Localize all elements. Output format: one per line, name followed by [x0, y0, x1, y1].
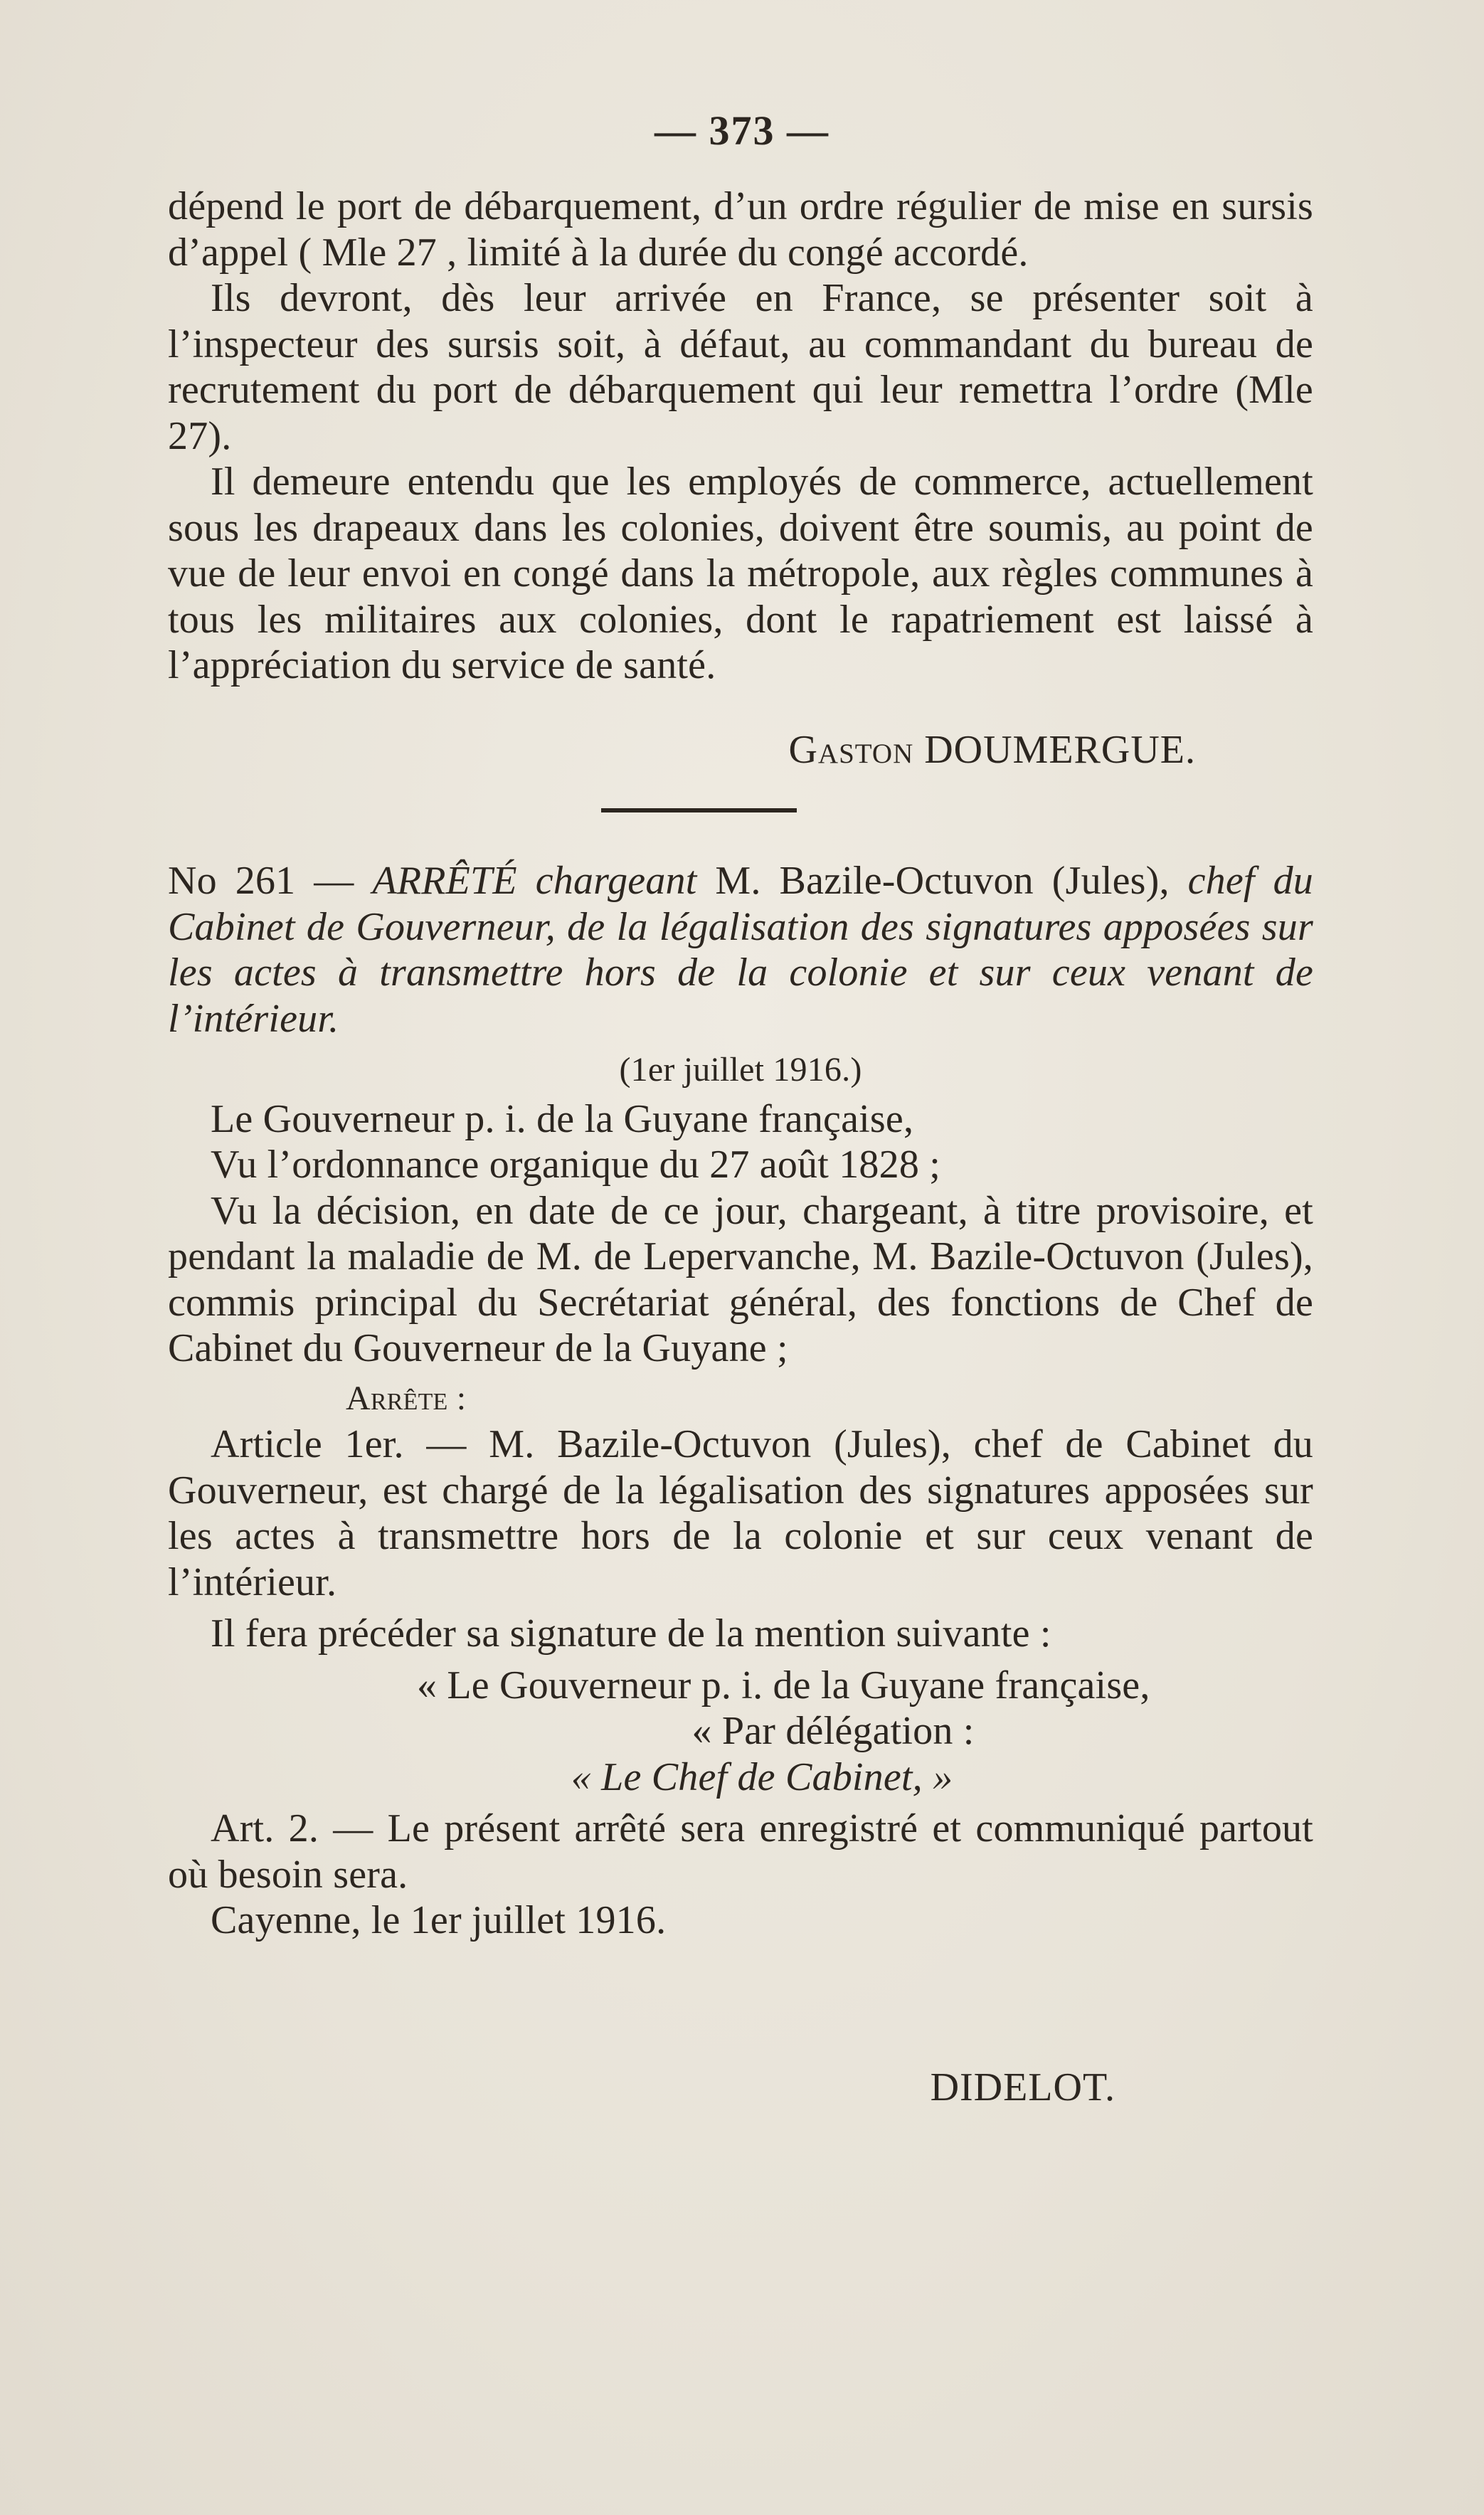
mention-line-1: « Le Gouverneur p. i. de la Guyane française, [417, 1663, 1150, 1707]
arrete-title-rest: chef du Cabinet de Gouverneur, de la légalisation des signatures apposées sur les actes à transmettre hors de la colonie et sur ceux venant de l’intérieur. [168, 859, 1313, 1041]
arrete-date: (1er juillet 1916.) [619, 1051, 862, 1089]
signature-doumergue: Gaston DOUMERGUE. [788, 728, 1196, 772]
gouverneur-line: Le Gouverneur p. i. de la Guyane française, [211, 1096, 914, 1141]
paragraph-continuation: dépend le port de débarquement, d’un ordre régulier de mise en sursis d’appel ( Mle 27 , limité à la durée du congé accordé. [168, 184, 1313, 275]
paragraph-il-demeure: Il demeure entendu que les employés de commerce, actuellement sous les drapeaux dans les colonies, doivent être soumis, au point de vue de leur envoi en congé dans la métropole, aux règles communes à tous les militaires aux colonies, dont le rapatriement est laissé à l’appréciation du service de santé. [168, 460, 1313, 687]
vu-ordonnance: Vu l’ordonnance organique du 27 août 1828 ; [211, 1143, 940, 1187]
vu-decision: Vu la décision, en date de ce jour, chargeant, à titre provisoire, et pendant la maladie de M. de Lepervanche, M. Bazile-Octuvon (Jules), commis principal du Secrétariat général, des fonctions de Chef de Cabinet du Gouverneur de la Guyane ; [168, 1188, 1313, 1370]
section-divider [601, 808, 797, 812]
page-number: — 373 — [654, 107, 830, 154]
arrete-number: No 261 — [168, 859, 354, 903]
arrete-heading [168, 858, 1313, 1042]
arrete-section [168, 858, 1313, 1944]
place-date: Cayenne, le 1er juillet 1916. [211, 1898, 667, 1942]
mention-intro: Il fera précéder sa signature de la mention suivante : [211, 1611, 1051, 1656]
signature-didelot: DIDELOT. [930, 2065, 1115, 2109]
mention-line-3: « Le Chef de Cabinet, » [571, 1754, 953, 1799]
arrete-title-name: M. Bazile-Octuvon (Jules), [715, 859, 1170, 903]
arrete-title-italic: ARRÊTÉ chargeant [372, 859, 697, 903]
mention-line-2: « Par délégation : [691, 1709, 975, 1753]
article-1: Article 1er. — M. Bazile-Octuvon (Jules), chef de Cabinet du Gouverneur, est chargé de la légalisation des signatures apposées sur les actes à transmettre hors de la colonie et sur ceux venant de l’intérieur. [168, 1422, 1313, 1604]
arrete-label: Arrête : [346, 1379, 467, 1417]
top-section [168, 184, 1313, 689]
article-2: Art. 2. — Le présent arrêté sera enregistré et communiqué partout où besoin sera. [168, 1806, 1313, 1897]
paragraph-ils-devront: Ils devront, dès leur arrivée en France, se présenter soit à l’inspecteur des sursis soit, à défaut, au commandant du bureau de recrutement du port de débarquement qui leur remettra l’ordre (Mle 27). [168, 276, 1313, 458]
